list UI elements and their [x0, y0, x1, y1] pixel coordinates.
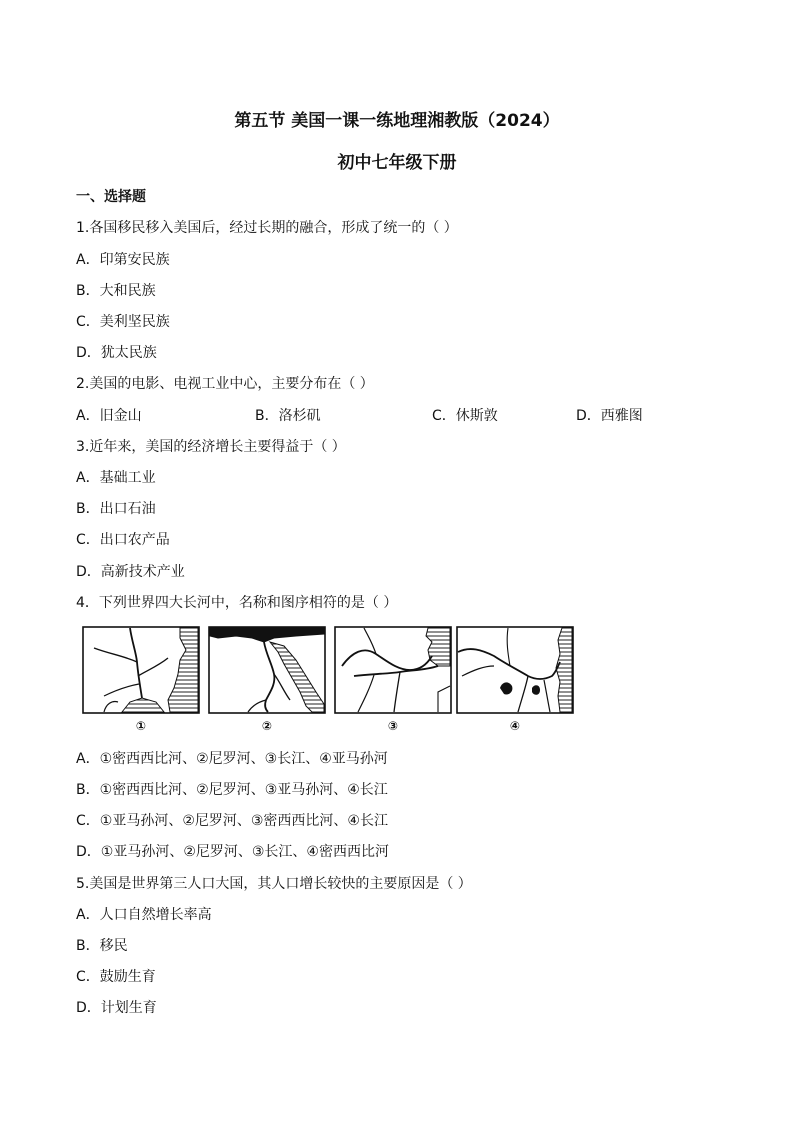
- question-5-option-c: C．鼓励生育: [76, 969, 156, 985]
- question-3-option-d: D．高新技术产业: [76, 564, 185, 580]
- question-2-stem: 2.美国的电影、电视工业中心，主要分布在（ ）: [76, 376, 374, 392]
- question-5-option-a: A．人口自然增长率高: [76, 907, 212, 923]
- map-label-2: ②: [261, 719, 273, 733]
- page-title: 第五节 美国一课一练地理湘教版（2024）: [234, 111, 560, 131]
- question-1-option-c: C．美利坚民族: [76, 314, 170, 330]
- question-5-option-d: D．计划生育: [76, 1000, 157, 1016]
- river-map-3: [334, 626, 452, 714]
- question-4-stem: 4．下列世界四大长河中，名称和图序相符的是（ ）: [76, 595, 398, 611]
- question-1-option-d: D．犹太民族: [76, 345, 157, 361]
- section-heading: 一、选择题: [76, 189, 146, 205]
- question-4-option-b: B．①密西西比河、②尼罗河、③亚马孙河、④长江: [76, 782, 388, 798]
- question-1-option-b: B．大和民族: [76, 283, 156, 299]
- question-3-option-a: A．基础工业: [76, 470, 156, 486]
- question-3-stem: 3.近年来，美国的经济增长主要得益于（ ）: [76, 439, 346, 455]
- question-2-option-a: A．旧金山: [76, 408, 142, 424]
- map-label-1: ①: [135, 719, 147, 733]
- question-1-stem: 1.各国移民移入美国后，经过长期的融合，形成了统一的（ ）: [76, 220, 458, 236]
- question-1-option-a: A．印第安民族: [76, 252, 170, 268]
- map-label-4: ④: [509, 719, 521, 733]
- question-2-option-d: D．西雅图: [576, 408, 643, 424]
- question-5-stem: 5.美国是世界第三人口大国，其人口增长较快的主要原因是（ ）: [76, 876, 472, 892]
- question-4-option-a: A．①密西西比河、②尼罗河、③长江、④亚马孙河: [76, 751, 388, 767]
- question-2-option-c: C．休斯敦: [432, 408, 498, 424]
- question-4-option-c: C．①亚马孙河、②尼罗河、③密西西比河、④长江: [76, 813, 388, 829]
- question-4-option-d: D．①亚马孙河、②尼罗河、③长江、④密西西比河: [76, 844, 389, 860]
- map-label-3: ③: [387, 719, 399, 733]
- question-2-option-b: B．洛杉矶: [255, 408, 321, 424]
- river-map-1: [82, 626, 200, 714]
- river-map-2: [208, 626, 326, 714]
- question-5-option-b: B．移民: [76, 938, 128, 954]
- question-3-option-c: C．出口农产品: [76, 532, 170, 548]
- question-3-option-b: B．出口石油: [76, 501, 156, 517]
- river-maps-figure: [82, 626, 576, 736]
- page-subtitle: 初中七年级下册: [337, 153, 457, 173]
- river-map-4: [456, 626, 574, 714]
